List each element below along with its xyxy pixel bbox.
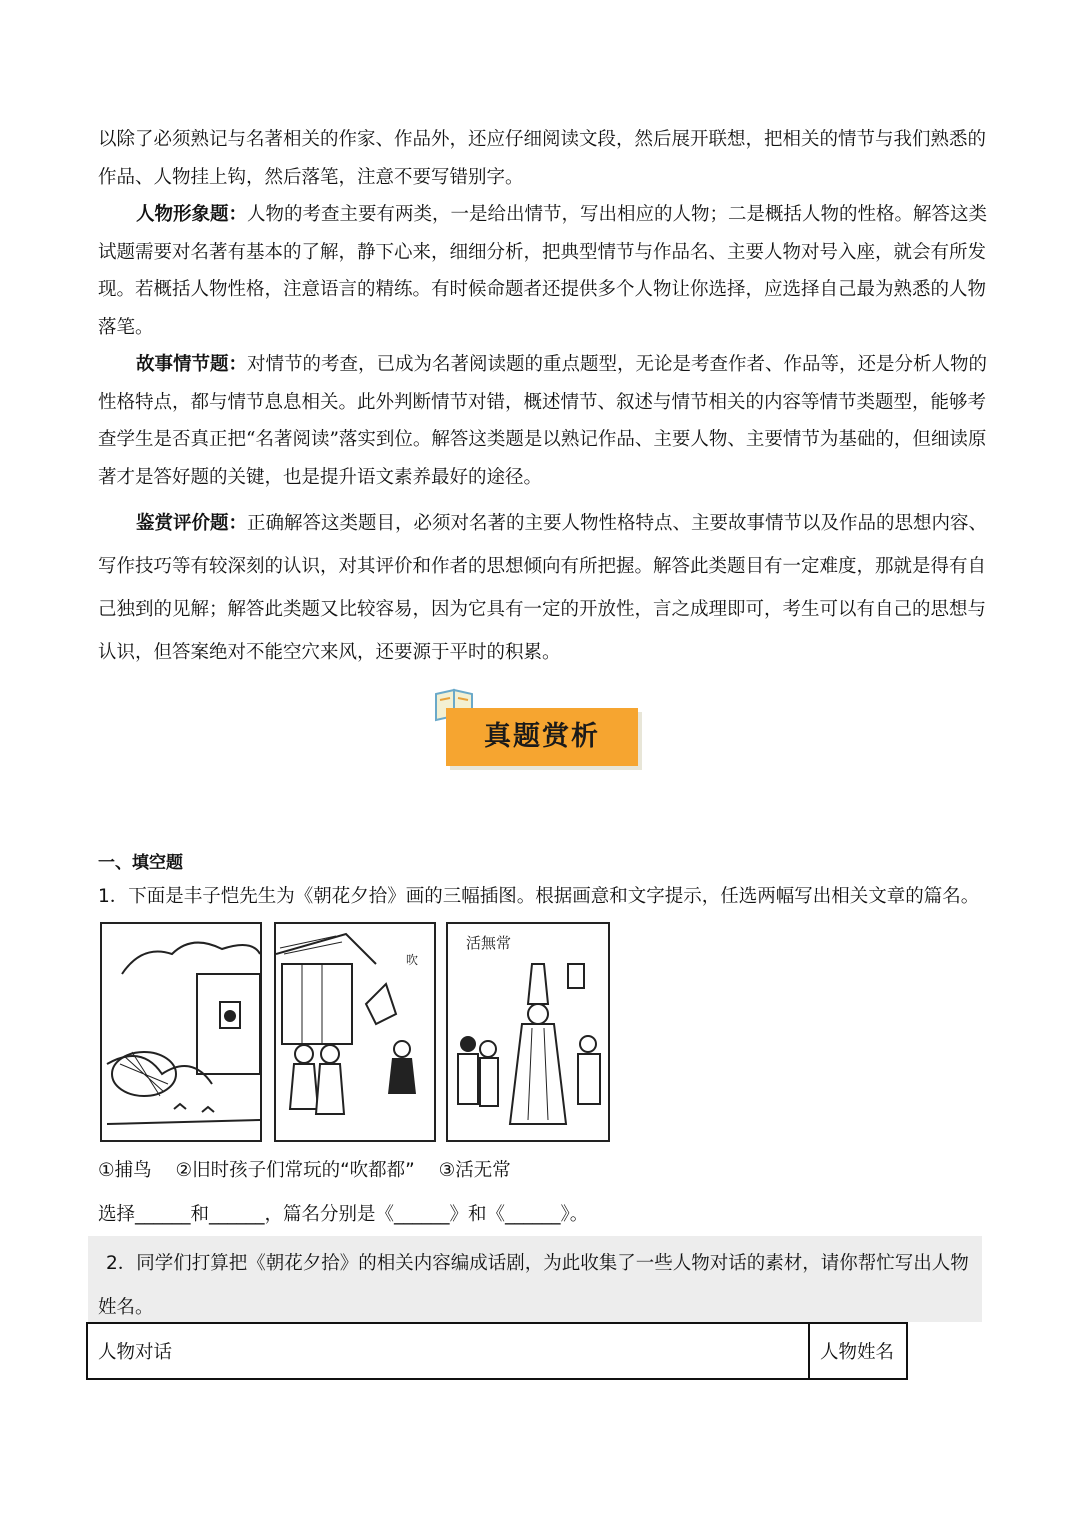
section-label: 故事情节题： <box>136 354 248 375</box>
section-text: 人物的考查主要有两类，一是给出情节，写出相应的人物；二是概括人物的性格。解答这类试题需要对名著有基本的了解，静下心来，细细分析，把典型情节与作品名、主要人物对号入座，就会有所发现。若概括人物性格，注意语言的精练。有时候命题者还提供多个人物让你选择，应选择自己最为熟悉的人物落笔。 <box>98 204 988 338</box>
illustration-children-game <box>274 922 436 1142</box>
svg-text:活無常: 活無常 <box>466 934 512 952</box>
caption: ③活无常 <box>438 1160 511 1181</box>
intro-paragraph: 以除了必须熟记与名著相关的作家、作品外，还应仔细阅读文段，然后展开联想，把相关的情节与我们熟悉的作品、人物挂上钩，然后落笔，注意不要写错别字。 <box>98 129 987 188</box>
table-header-dialogue: 人物对话 <box>87 1323 809 1379</box>
svg-text:吹: 吹 <box>406 953 419 967</box>
banner-title: 真题赏析 <box>484 721 600 752</box>
caption: ②旧时孩子们常玩的“吹都都” <box>175 1160 415 1181</box>
illustration-wuchang <box>446 922 610 1142</box>
illustration-catching-birds <box>100 922 262 1142</box>
illustration-captions <box>98 1156 529 1182</box>
caption: ①捕鸟 <box>98 1160 152 1181</box>
fill-in-line: 选择______和______，篇名分别是《______》和《______》。 <box>98 1204 589 1225</box>
section-character <box>98 196 988 346</box>
section-text: 正确解答这类题目，必须对名著的主要人物性格特点、主要故事情节以及作品的思想内容、写作技巧等有较深刻的认识，对其评价和作者的思想倾向有所把握。解答此类题目有一定难度，那就是得有自己独到的见解；解答此类题又比较容易，因为它具有一定的开放性，言之成理即可，考生可以有自己的思想与认识，但答案绝对不能空穴来风，还要源于平时的积累。 <box>98 513 988 663</box>
question-2: 2．同学们打算把《朝花夕拾》的相关内容编成话剧，为此收集了一些人物对话的素材，请你帮忙写出人物姓名。 <box>98 1253 969 1318</box>
part-title: 一、填空题 <box>98 853 183 873</box>
question-1: 1．下面是丰子恺先生为《朝花夕拾》画的三幅插图。根据画意和文字提示，任选两幅写出相关文章的篇名。 <box>98 886 980 907</box>
section-appreciation <box>98 502 988 674</box>
section-label: 鉴赏评价题： <box>136 513 248 534</box>
section-label: 人物形象题： <box>136 204 248 225</box>
section-banner <box>432 686 652 778</box>
section-text: 对情节的考查，已成为名著阅读题的重点题型，无论是考查作者、作品等，还是分析人物的性格特点，都与情节息息相关。此外判断情节对错，概述情节、叙述与情节相关的内容等情节类题型，能够考查学生是否真正把“名著阅读”落实到位。解答这类题是以熟记作品、主要人物、主要情节为基础的，但细读原著才是答好题的关键，也是提升语文素养最好的途径。 <box>98 354 988 488</box>
section-plot <box>98 346 988 496</box>
dialogue-table <box>86 1322 908 1380</box>
table-row <box>87 1323 907 1379</box>
table-header-name: 人物姓名 <box>809 1323 907 1379</box>
